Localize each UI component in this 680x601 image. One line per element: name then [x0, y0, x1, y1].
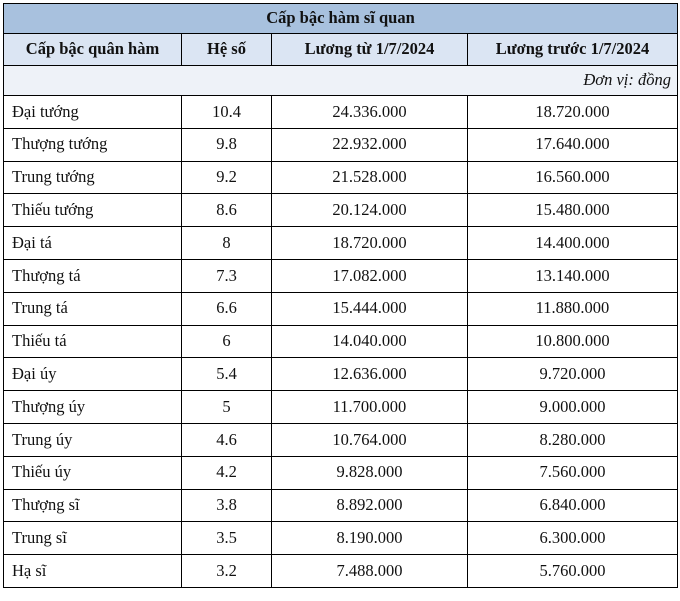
salary-old-cell: 10.800.000	[468, 325, 678, 358]
salary-new-cell: 20.124.000	[272, 194, 468, 227]
rank-cell: Thiếu úy	[4, 456, 182, 489]
coefficient-cell: 5	[182, 391, 272, 424]
rank-cell: Thượng tá	[4, 259, 182, 292]
table-row	[4, 522, 678, 555]
coefficient-cell: 3.8	[182, 489, 272, 522]
table-row	[4, 423, 678, 456]
coefficient-cell: 3.5	[182, 522, 272, 555]
salary-old-cell: 8.280.000	[468, 423, 678, 456]
coefficient-cell: 6	[182, 325, 272, 358]
rank-cell: Trung úy	[4, 423, 182, 456]
rank-cell: Thiếu tướng	[4, 194, 182, 227]
rank-cell: Hạ sĩ	[4, 555, 182, 588]
table-row	[4, 391, 678, 424]
coefficient-cell: 3.2	[182, 555, 272, 588]
coefficient-cell: 9.2	[182, 161, 272, 194]
header-rank: Cấp bậc quân hàm	[4, 34, 182, 66]
title-row	[4, 4, 678, 34]
rank-cell: Đại úy	[4, 358, 182, 391]
table-row	[4, 358, 678, 391]
coefficient-cell: 5.4	[182, 358, 272, 391]
table-row	[4, 456, 678, 489]
coefficient-cell: 10.4	[182, 96, 272, 129]
table-title: Cấp bậc hàm sĩ quan	[4, 4, 678, 34]
coefficient-cell: 4.6	[182, 423, 272, 456]
salary-old-cell: 5.760.000	[468, 555, 678, 588]
table-row	[4, 161, 678, 194]
salary-old-cell: 9.720.000	[468, 358, 678, 391]
unit-note: Đơn vị: đồng	[4, 66, 678, 96]
rank-cell: Trung tướng	[4, 161, 182, 194]
rank-cell: Trung tá	[4, 292, 182, 325]
salary-new-cell: 21.528.000	[272, 161, 468, 194]
salary-new-cell: 8.892.000	[272, 489, 468, 522]
rank-cell: Đại tá	[4, 227, 182, 260]
coefficient-cell: 6.6	[182, 292, 272, 325]
salary-new-cell: 12.636.000	[272, 358, 468, 391]
rank-cell: Thiếu tá	[4, 325, 182, 358]
rank-cell: Thượng sĩ	[4, 489, 182, 522]
rank-cell: Thượng tướng	[4, 128, 182, 161]
salary-old-cell: 17.640.000	[468, 128, 678, 161]
table-row	[4, 489, 678, 522]
salary-new-cell: 15.444.000	[272, 292, 468, 325]
rank-cell: Thượng úy	[4, 391, 182, 424]
salary-new-cell: 10.764.000	[272, 423, 468, 456]
salary-new-cell: 24.336.000	[272, 96, 468, 129]
salary-old-cell: 11.880.000	[468, 292, 678, 325]
salary-new-cell: 18.720.000	[272, 227, 468, 260]
table-row	[4, 194, 678, 227]
coefficient-cell: 4.2	[182, 456, 272, 489]
coefficient-cell: 9.8	[182, 128, 272, 161]
salary-old-cell: 18.720.000	[468, 96, 678, 129]
table-row	[4, 555, 678, 588]
table-row	[4, 292, 678, 325]
unit-row	[4, 66, 678, 96]
salary-old-cell: 7.560.000	[468, 456, 678, 489]
salary-table	[3, 3, 678, 588]
salary-new-cell: 22.932.000	[272, 128, 468, 161]
table-row	[4, 96, 678, 129]
salary-old-cell: 9.000.000	[468, 391, 678, 424]
table-row	[4, 259, 678, 292]
salary-new-cell: 9.828.000	[272, 456, 468, 489]
header-row	[4, 34, 678, 66]
salary-new-cell: 7.488.000	[272, 555, 468, 588]
salary-old-cell: 16.560.000	[468, 161, 678, 194]
table-row	[4, 325, 678, 358]
salary-new-cell: 17.082.000	[272, 259, 468, 292]
header-salary-old: Lương trước 1/7/2024	[468, 34, 678, 66]
salary-old-cell: 6.840.000	[468, 489, 678, 522]
salary-old-cell: 13.140.000	[468, 259, 678, 292]
coefficient-cell: 8.6	[182, 194, 272, 227]
salary-old-cell: 15.480.000	[468, 194, 678, 227]
table-row	[4, 227, 678, 260]
coefficient-cell: 7.3	[182, 259, 272, 292]
table-row	[4, 128, 678, 161]
salary-new-cell: 8.190.000	[272, 522, 468, 555]
rank-cell: Trung sĩ	[4, 522, 182, 555]
salary-old-cell: 14.400.000	[468, 227, 678, 260]
salary-new-cell: 11.700.000	[272, 391, 468, 424]
header-coefficient: Hệ số	[182, 34, 272, 66]
salary-old-cell: 6.300.000	[468, 522, 678, 555]
coefficient-cell: 8	[182, 227, 272, 260]
rank-cell: Đại tướng	[4, 96, 182, 129]
header-salary-new: Lương từ 1/7/2024	[272, 34, 468, 66]
salary-new-cell: 14.040.000	[272, 325, 468, 358]
